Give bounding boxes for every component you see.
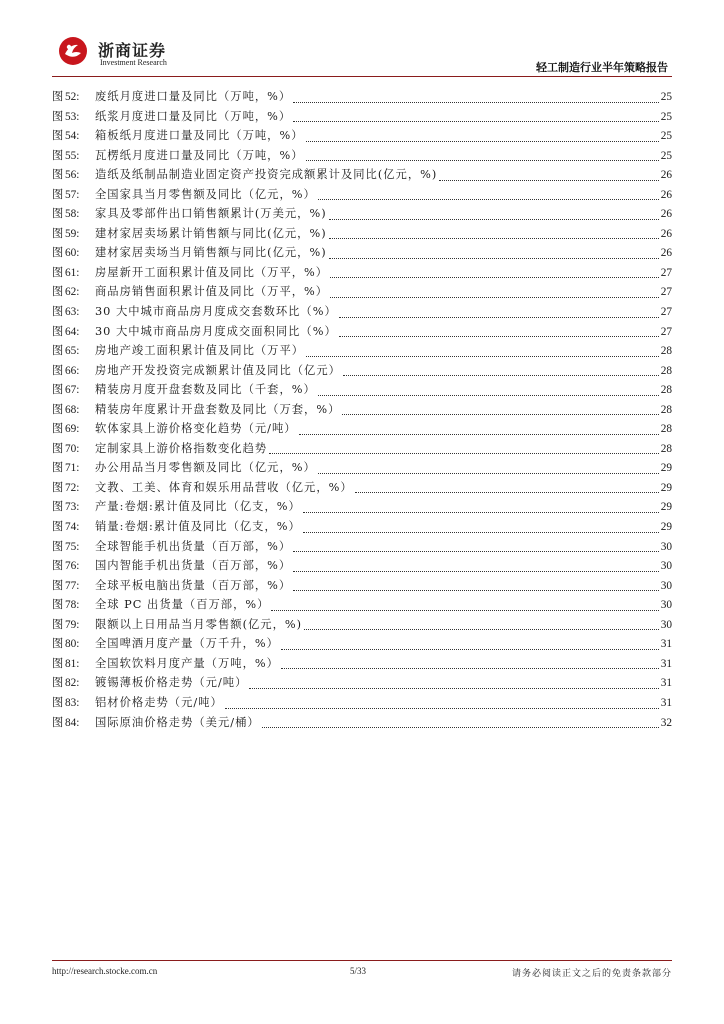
- figure-title: 销量:卷烟:累计值及同比（亿支，%）: [95, 520, 301, 534]
- figure-number: 65:: [65, 345, 80, 358]
- toc-entry[interactable]: [52, 673, 672, 693]
- figure-title: 商品房销售面积累计值及同比（万平，%）: [95, 285, 329, 299]
- toc-entry[interactable]: [52, 556, 672, 576]
- figure-number: 62:: [65, 286, 80, 299]
- page-number: 28: [660, 384, 672, 397]
- figure-title: 30 大中城市商品房月度成交面积同比（%）: [95, 324, 337, 338]
- figure-label: 图: [52, 207, 64, 221]
- toc-entry[interactable]: [52, 322, 672, 342]
- figure-number: 82:: [65, 677, 80, 690]
- page-number: 28: [660, 442, 672, 455]
- figure-title: 全国家具当月零售额及同比（亿元，%）: [95, 187, 316, 201]
- page-number: 25: [660, 110, 672, 123]
- dot-leader: [342, 413, 658, 415]
- report-title: 轻工制造行业半年策略报告: [536, 61, 668, 74]
- page-number: 31: [660, 696, 672, 709]
- figure-label: 图: [52, 441, 64, 455]
- figure-number: 76:: [65, 560, 80, 573]
- dot-leader: [329, 218, 659, 220]
- page-number: 29: [660, 521, 672, 534]
- page-number: 30: [660, 540, 672, 553]
- figure-number: 84:: [65, 716, 80, 729]
- figure-title: 房地产开发投资完成额累计值及同比（亿元）: [95, 363, 341, 377]
- figure-number: 60:: [65, 247, 80, 260]
- figure-number: 77:: [65, 579, 80, 592]
- figure-number: 63:: [65, 306, 80, 319]
- figure-label: 图: [52, 715, 64, 729]
- page-number: 26: [660, 227, 672, 240]
- page-number: 32: [660, 716, 672, 729]
- dot-leader: [339, 316, 659, 318]
- page-number: 31: [660, 657, 672, 670]
- page-number: 29: [660, 501, 672, 514]
- toc-entry[interactable]: [52, 537, 672, 557]
- dot-leader: [262, 726, 659, 728]
- figure-number: 55:: [65, 149, 80, 162]
- page-number: 30: [660, 599, 672, 612]
- toc-entry[interactable]: [52, 204, 672, 224]
- figure-label: 图: [52, 676, 64, 690]
- toc-entry[interactable]: [52, 361, 672, 381]
- figure-title: 纸浆月度进口量及同比（万吨，%）: [95, 109, 292, 123]
- toc-entry[interactable]: [52, 263, 672, 283]
- figure-title: 全球智能手机出货量（百万部，%）: [95, 539, 292, 553]
- figure-label: 图: [52, 90, 64, 103]
- dot-leader: [329, 257, 659, 259]
- toc-entry[interactable]: [52, 243, 672, 263]
- toc-entry[interactable]: [52, 341, 672, 361]
- figure-title: 限额以上日用品当月零售额(亿元，%): [95, 617, 303, 631]
- page-number: 30: [660, 618, 672, 631]
- toc-entry[interactable]: [52, 693, 672, 713]
- toc-entry[interactable]: [52, 478, 672, 498]
- page-number: 30: [660, 579, 672, 592]
- figure-number: 69:: [65, 423, 80, 436]
- toc-entry[interactable]: [52, 146, 672, 166]
- figure-label: 图: [52, 461, 64, 475]
- figure-number: 75:: [65, 540, 80, 553]
- dot-leader: [329, 237, 659, 239]
- figure-number: 80:: [65, 638, 80, 651]
- figure-label: 图: [52, 637, 64, 651]
- figure-title: 废纸月度进口量及同比（万吨，%）: [95, 90, 292, 103]
- figure-label: 图: [52, 520, 64, 534]
- figure-number: 54:: [65, 130, 80, 143]
- figure-label: 图: [52, 480, 64, 494]
- toc-entry[interactable]: [52, 595, 672, 615]
- figure-number: 83:: [65, 696, 80, 709]
- figure-title: 产量:卷烟:累计值及同比（亿支，%）: [95, 500, 301, 514]
- figure-label: 图: [52, 187, 64, 201]
- figure-number: 74:: [65, 521, 80, 534]
- page-number: 27: [660, 266, 672, 279]
- dot-leader: [306, 140, 659, 142]
- page-number: 25: [660, 91, 672, 103]
- figure-number: 72:: [65, 481, 80, 494]
- page-number: 26: [660, 208, 672, 221]
- figure-title: 建材家居卖场累计销售额与同比(亿元，%): [95, 226, 327, 240]
- dot-leader: [269, 452, 659, 454]
- figure-label: 图: [52, 109, 64, 123]
- figure-title: 全球平板电脑出货量（百万部，%）: [95, 578, 292, 592]
- figure-label: 图: [52, 265, 64, 279]
- dot-leader: [306, 355, 659, 357]
- dot-leader: [249, 687, 658, 689]
- toc-entry[interactable]: [52, 654, 672, 674]
- dot-leader: [293, 570, 659, 572]
- figure-label: 图: [52, 344, 64, 358]
- page-number: 31: [660, 638, 672, 651]
- figure-label: 图: [52, 305, 64, 319]
- dot-leader: [439, 179, 658, 181]
- figure-number: 81:: [65, 657, 80, 670]
- page-number: 27: [660, 286, 672, 299]
- figure-label: 图: [52, 148, 64, 162]
- figure-number: 57:: [65, 188, 80, 201]
- figure-title: 文教、工美、体育和娱乐用品营收（亿元，%）: [95, 480, 353, 494]
- toc-entry[interactable]: [52, 458, 672, 478]
- page-number: 28: [660, 403, 672, 416]
- figure-label: 图: [52, 539, 64, 553]
- page-number: 27: [660, 306, 672, 319]
- page-number: 28: [660, 345, 672, 358]
- figure-label: 图: [52, 363, 64, 377]
- footer-url: http://research.stocke.com.cn: [52, 966, 158, 976]
- figure-label: 图: [52, 226, 64, 240]
- toc-entry[interactable]: [52, 107, 672, 127]
- figure-label: 图: [52, 422, 64, 436]
- dot-leader: [318, 472, 659, 474]
- dot-leader: [281, 667, 659, 669]
- figure-label: 图: [52, 598, 64, 612]
- page-number: 26: [660, 188, 672, 201]
- header-divider: [52, 76, 672, 77]
- figure-title: 房地产竣工面积累计值及同比（万平）: [95, 344, 305, 358]
- page-number: 27: [660, 325, 672, 338]
- toc-entry[interactable]: [52, 439, 672, 459]
- figure-label: 图: [52, 383, 64, 397]
- dot-leader: [225, 707, 659, 709]
- toc-entry[interactable]: [52, 615, 672, 635]
- page-number: 31: [660, 677, 672, 690]
- figure-title: 办公用品当月零售额及同比（亿元，%）: [95, 461, 316, 475]
- dot-leader: [330, 296, 659, 298]
- company-logo: [58, 36, 198, 72]
- figure-number: 58:: [65, 208, 80, 221]
- figure-label: 图: [52, 324, 64, 338]
- figure-title: 铝材价格走势（元/吨）: [95, 695, 223, 709]
- figure-title: 箱板纸月度进口量及同比（万吨，%）: [95, 129, 304, 143]
- toc-entry[interactable]: [52, 634, 672, 654]
- dot-leader: [304, 628, 659, 630]
- figure-number: 56:: [65, 169, 80, 182]
- page-header: [52, 34, 672, 76]
- footer-divider: [52, 960, 672, 961]
- dot-leader: [281, 648, 659, 650]
- figure-title: 精装房年度累计开盘套数及同比（万套，%）: [95, 402, 341, 416]
- figure-title: 软体家具上游价格变化趋势（元/吨）: [95, 422, 297, 436]
- dot-leader: [293, 120, 659, 122]
- toc-entry[interactable]: [52, 126, 672, 146]
- figure-label: 图: [52, 285, 64, 299]
- figure-title: 家具及零部件出口销售额累计(万美元，%): [95, 207, 327, 221]
- toc-entry[interactable]: [52, 87, 672, 107]
- figure-title: 全球 PC 出货量（百万部，%）: [95, 598, 270, 612]
- figure-title: 全国软饮料月度产量（万吨，%）: [95, 656, 279, 670]
- figure-number: 73:: [65, 501, 80, 514]
- figure-number: 64:: [65, 325, 80, 338]
- figure-number: 79:: [65, 618, 80, 631]
- page-number: 28: [660, 364, 672, 377]
- page-number: 26: [660, 169, 672, 182]
- figure-label: 图: [52, 168, 64, 182]
- figure-title: 镀锡薄板价格走势（元/吨）: [95, 676, 248, 690]
- figure-number: 66:: [65, 364, 80, 377]
- figure-title: 建材家居卖场当月销售额与同比(亿元，%): [95, 246, 327, 260]
- figure-label: 图: [52, 695, 64, 709]
- figure-title: 瓦楞纸月度进口量及同比（万吨，%）: [95, 148, 304, 162]
- dot-leader: [271, 609, 658, 611]
- figure-label: 图: [52, 500, 64, 514]
- figure-number: 78:: [65, 599, 80, 612]
- figure-index-list: [52, 87, 672, 732]
- toc-entry[interactable]: [52, 497, 672, 517]
- dot-leader: [330, 276, 659, 278]
- figure-title: 房屋新开工面积累计值及同比（万平，%）: [95, 265, 329, 279]
- page-indicator: 5/33: [350, 966, 367, 976]
- figure-number: 61:: [65, 266, 80, 279]
- toc-entry[interactable]: [52, 165, 672, 185]
- figure-title: 30 大中城市商品房月度成交套数环比（%）: [95, 305, 337, 319]
- page-number: 26: [660, 247, 672, 260]
- figure-label: 图: [52, 617, 64, 631]
- figure-label: 图: [52, 402, 64, 416]
- toc-entry[interactable]: [52, 282, 672, 302]
- dot-leader: [318, 394, 659, 396]
- figure-label: 图: [52, 656, 64, 670]
- figure-label: 图: [52, 246, 64, 260]
- logo-text-en: Investment Research: [100, 58, 167, 67]
- figure-title: 造纸及纸制品制造业固定资产投资完成额累计及同比(亿元，%): [95, 168, 438, 182]
- figure-title: 精装房月度开盘套数及同比（千套，%）: [95, 383, 316, 397]
- dot-leader: [355, 491, 659, 493]
- figure-number: 52:: [65, 91, 80, 103]
- dot-leader: [293, 550, 659, 552]
- page-number: 25: [660, 130, 672, 143]
- dot-leader: [293, 589, 659, 591]
- logo-text-cn: 浙商证券: [98, 41, 167, 60]
- page-number: 29: [660, 481, 672, 494]
- dot-leader: [343, 374, 659, 376]
- dot-leader: [306, 159, 659, 161]
- figure-label: 图: [52, 559, 64, 573]
- figure-number: 68:: [65, 403, 80, 416]
- disclaimer-notice: 请务必阅读正文之后的免责条款部分: [511, 969, 672, 979]
- figure-number: 71:: [65, 462, 80, 475]
- toc-entry[interactable]: [52, 185, 672, 205]
- figure-label: 图: [52, 129, 64, 143]
- figure-title: 国内智能手机出货量（百万部，%）: [95, 559, 292, 573]
- figure-title: 国际原油价格走势（美元/桶）: [95, 715, 260, 729]
- toc-entry[interactable]: [52, 517, 672, 537]
- dot-leader: [299, 433, 659, 435]
- figure-title: 全国啤酒月度产量（万千升，%）: [95, 637, 279, 651]
- figure-number: 67:: [65, 384, 80, 397]
- toc-entry[interactable]: [52, 302, 672, 322]
- toc-entry[interactable]: [52, 419, 672, 439]
- page-number: 28: [660, 423, 672, 436]
- page-number: 25: [660, 149, 672, 162]
- dot-leader: [318, 198, 659, 200]
- toc-entry[interactable]: [52, 400, 672, 420]
- page-number: 30: [660, 560, 672, 573]
- toc-entry[interactable]: [52, 713, 672, 733]
- toc-entry[interactable]: [52, 380, 672, 400]
- page-number: 29: [660, 462, 672, 475]
- logo-mark-icon: [58, 36, 88, 66]
- dot-leader: [339, 335, 659, 337]
- dot-leader: [303, 531, 659, 533]
- toc-entry[interactable]: [52, 224, 672, 244]
- figure-label: 图: [52, 578, 64, 592]
- figure-number: 59:: [65, 227, 80, 240]
- dot-leader: [293, 101, 659, 103]
- toc-entry[interactable]: [52, 576, 672, 596]
- figure-number: 70:: [65, 442, 80, 455]
- dot-leader: [303, 511, 659, 513]
- figure-number: 53:: [65, 110, 80, 123]
- figure-title: 定制家具上游价格指数变化趋势: [95, 441, 268, 455]
